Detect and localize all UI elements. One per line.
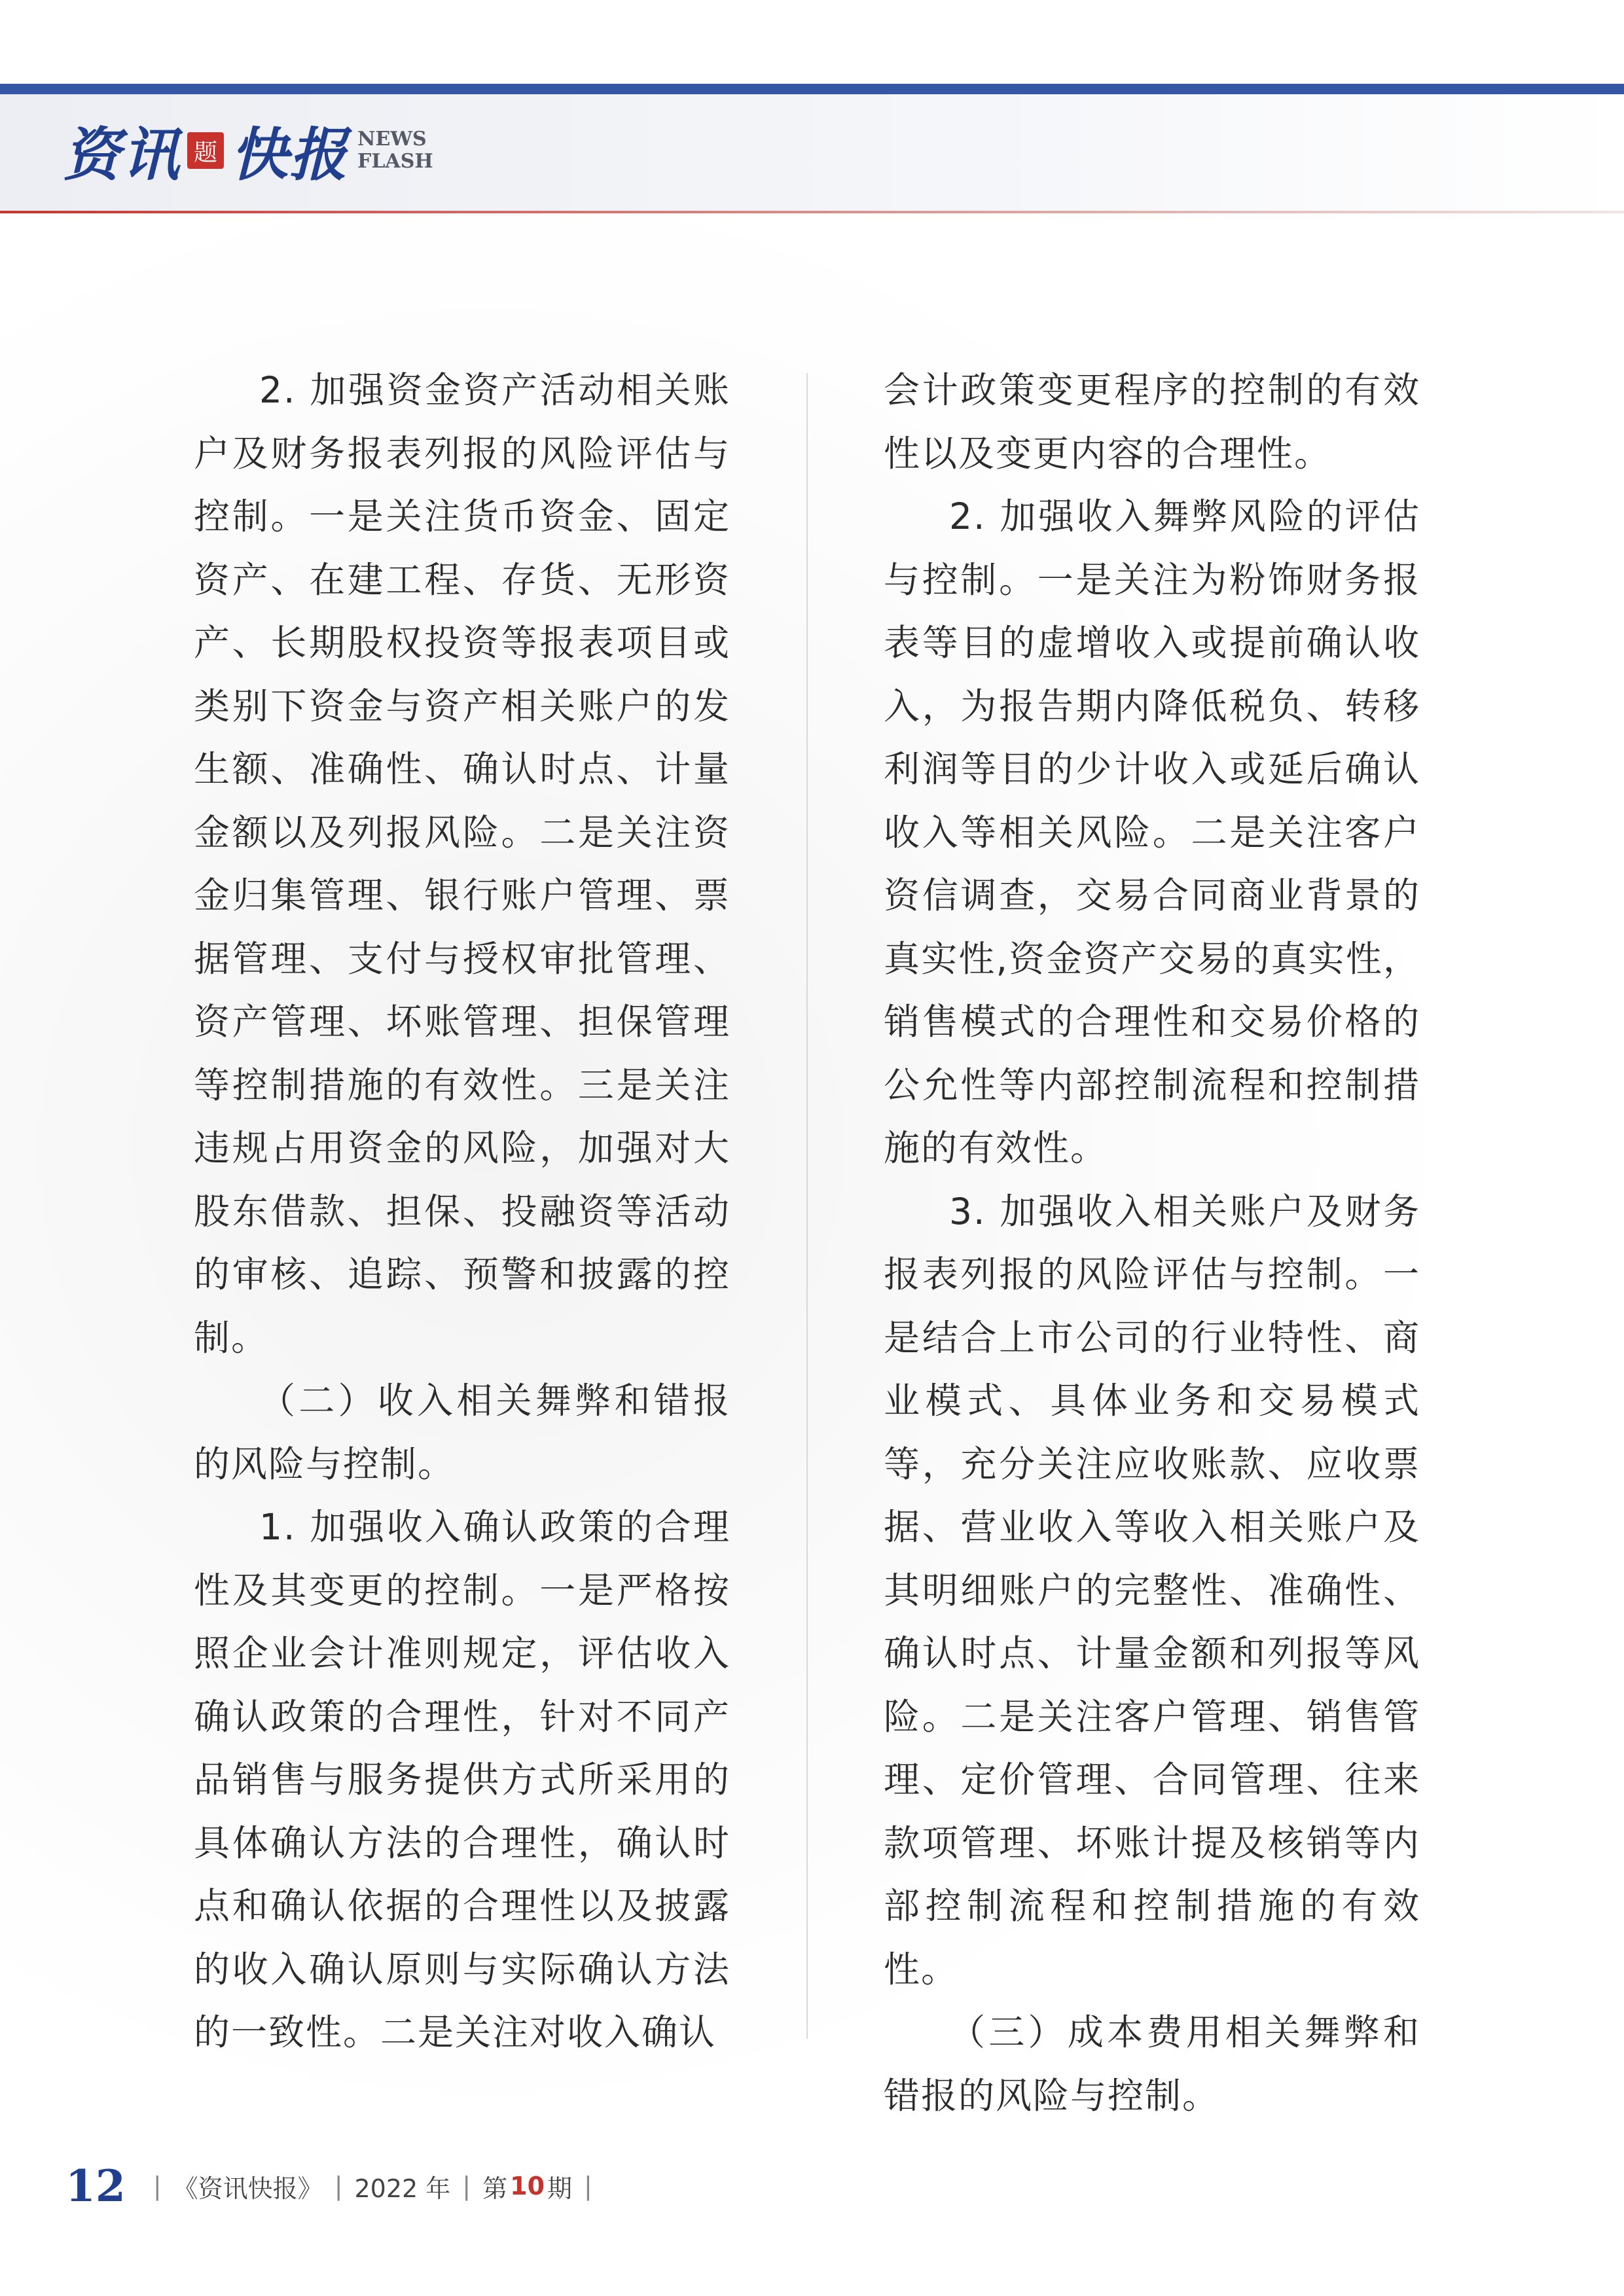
section-heading: （三）成本费用相关舞弊和错报的风险与控制。 (884, 2011, 1420, 2117)
footer-separator: | (153, 2172, 162, 2200)
paragraph: 2. 加强资金资产活动相关账户及财务报表列报的风险评估与控制。一是关注货币资金、固定资产、在建工程、存货、无形资产、长期股权投资等报表项目或类别下资金与资产相关账户的发生额、准确性、确认时点、计量金额以及列报风险。二是关注资金归集管理、银行账户管理、票据管理、支付与授权审批管理、资产管理、坏账管理、担保管理等控制措施的有效性。三是关注违规占用资金的风险，加强对大股东借款、担保、投融资等活动的审核、追踪、预警和披露的控制。 (194, 369, 731, 1359)
issue-prefix: 第 (482, 2174, 508, 2203)
seal-icon: 题 (187, 132, 224, 169)
logo-text-part2: 快报 (230, 120, 349, 188)
issue-number: 10 (510, 2172, 545, 2200)
left-column (194, 359, 731, 2064)
right-column (884, 359, 1420, 2127)
paragraph: 1. 加强收入确认政策的合理性及其变更的控制。一是严格按照企业会计准则规定，评估收入确认政策的合理性，针对不同产品销售与服务提供方式所采用的具体确认方法的合理性，确认时点和确认依据的合理性以及披露的收入确认原则与实际确认方法的一致性。二是关注对收入确认 (194, 1506, 731, 2053)
masthead-logo (63, 111, 433, 190)
logo-english-line1: NEWS (357, 128, 427, 151)
column-divider (806, 373, 808, 2039)
paragraph: 3. 加强收入相关账户及财务报表列报的风险评估与控制。一是结合上市公司的行业特性、商业模式、具体业务和交易模式等，充分关注应收账款、应收票据、营业收入等收入相关账户及其明细账户的完整性、准确性、确认时点、计量金额和列报等风险。二是关注客户管理、销售管理、定价管理、合同管理、往来款项管理、坏账计提及核销等内部控制流程和控制措施的有效性。 (884, 1190, 1420, 1990)
logo-english-line2: FLASH (357, 150, 433, 173)
section-heading: （二）收入相关舞弊和错报的风险与控制。 (194, 1380, 731, 1485)
paragraph: 2. 加强收入舞弊风险的评估与控制。一是关注为粉饰财务报表等目的虚增收入或提前确认收入，为报告期内降低税负、转移利润等目的少计收入或延后确认收入等相关风险。二是关注客户资信调查，交易合同商业背景的真实性,资金资产交易的真实性，销售模式的合理性和交易价格的公允性等内部控制流程和控制措施的有效性。 (884, 495, 1420, 1169)
page-footer (65, 2160, 604, 2212)
footer-separator: | (334, 2172, 343, 2200)
logo-english (357, 128, 433, 173)
footer-separator: | (584, 2172, 592, 2200)
top-accent-bar (0, 84, 1624, 94)
header-divider (0, 211, 1624, 213)
publication-year: 2022 年 (354, 2174, 451, 2203)
logo-text-part1: 资讯 (63, 120, 181, 188)
publication-name: 《资讯快报》 (173, 2174, 323, 2203)
page-number: 12 (65, 2161, 126, 2212)
paragraph: 会计政策变更程序的控制的有效性以及变更内容的合理性。 (884, 369, 1420, 475)
issue-suffix: 期 (547, 2174, 573, 2203)
footer-separator: | (462, 2172, 471, 2200)
